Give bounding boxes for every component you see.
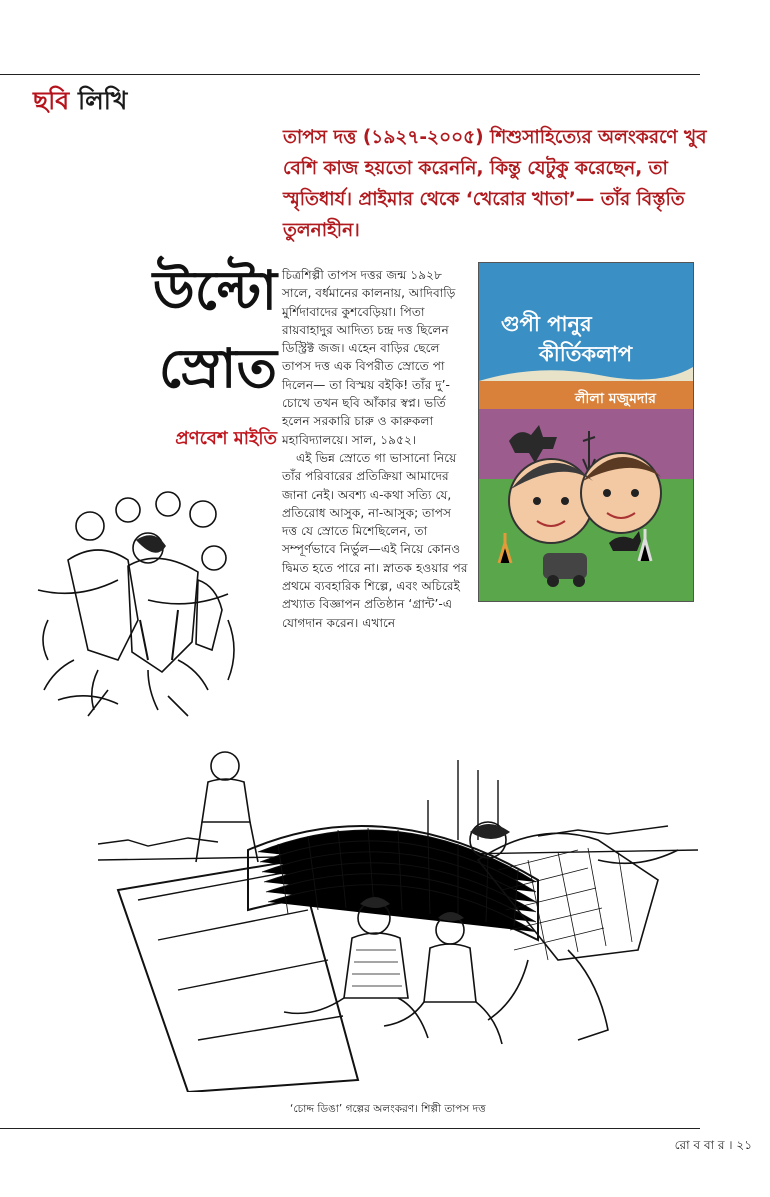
- page-footer: রো ব বা র । ২১: [674, 1138, 752, 1152]
- section-label: [33, 86, 127, 116]
- crowd-sketch-art: [28, 470, 258, 720]
- book-cover-art: [479, 263, 693, 601]
- article-author: প্রণবেশ মাইতি: [175, 428, 277, 449]
- title-line-2: স্রোত: [158, 337, 277, 400]
- cover-author: লীলা মজুমদার: [575, 391, 656, 407]
- body-paragraph-1: চিত্রশিল্পী তাপস দত্তর জন্ম ১৯২৮ সালে, বর্ধমানের কালনায়, আদিবাড়ি মুর্শিদাবাদের কুশবেড়িয়া। পিতা রায়বাহাদুর আদিত্য চন্দ্র দত্ত ছিলেন ডিস্ট্রিক্ট জজ। এহেন বাড়ির ছেলে তাপস দত্ত এক বিপরীত স্রোতে পা দিলেন— তা বিস্ময় বইকি! তাঁর দু’-চোখে তখন ছবি আঁকার স্বপ্ন। ভর্তি হলেন সরকারি চারু ও কারুকলা মহাবিদ্যালয়ে। সাল, ১৯৫২।: [282, 268, 456, 447]
- illustration-caption: ‘চোদ্দ ডিঙা’ গল্পের অলংকরণ। শিল্পী তাপস দত্ত: [290, 1103, 486, 1115]
- cover-title-line-2: কীর্তিকলাপ: [539, 342, 633, 366]
- article-title: [112, 252, 277, 408]
- section-label-word2: লিখি: [77, 86, 128, 115]
- cover-title-line-1: গুপী পানুর: [501, 312, 592, 336]
- body-paragraph-2: এই ভিন্ন স্রোতে গা ভাসানো নিয়ে তাঁর পরিবারের প্রতিক্রিয়া আমাদের জানা নেই। অবশ্য এ-কথা সত্যি যে, প্রতিরোধ আসুক, না-আসুক; তাপস দত্ত যে স্রোতে মিশেছিলেন, তা সম্পূর্ণভাবে নির্ভুল—এই নিয়ে কোনও দ্বিমত হতে পারে না। স্নাতক হওয়ার পর প্রথমে ব্যবহারিক শিল্পে, এবং অচিরেই প্রখ্যাত বিজ্ঞাপন প্রতিষ্ঠান ‘গ্রান্ট’-এ যোগদান করেন। এখানে: [282, 450, 468, 630]
- title-line-1: উল্টো: [152, 259, 277, 322]
- crowd-sketch-illustration: [28, 470, 258, 720]
- book-cover-image: [478, 262, 694, 602]
- boat-illustration-art: [98, 740, 700, 1092]
- bottom-rule: [0, 1128, 700, 1129]
- intro-text: তাপস দত্ত (১৯২৭-২০০৫) শিশুসাহিত্যের অলংকরণে খুব বেশি কাজ হয়তো করেননি, কিন্তু যেটুকু করেছেন, তা স্মৃতিধার্য। প্রাইমার থেকে ‘খেরোর খাতা’— তাঁর বিস্তৃতি তুলনাহীন।: [283, 127, 707, 241]
- section-label-word1: ছবি: [33, 86, 70, 115]
- boat-illustration: [98, 740, 700, 1092]
- article-body: [282, 266, 470, 632]
- top-rule: [0, 74, 700, 75]
